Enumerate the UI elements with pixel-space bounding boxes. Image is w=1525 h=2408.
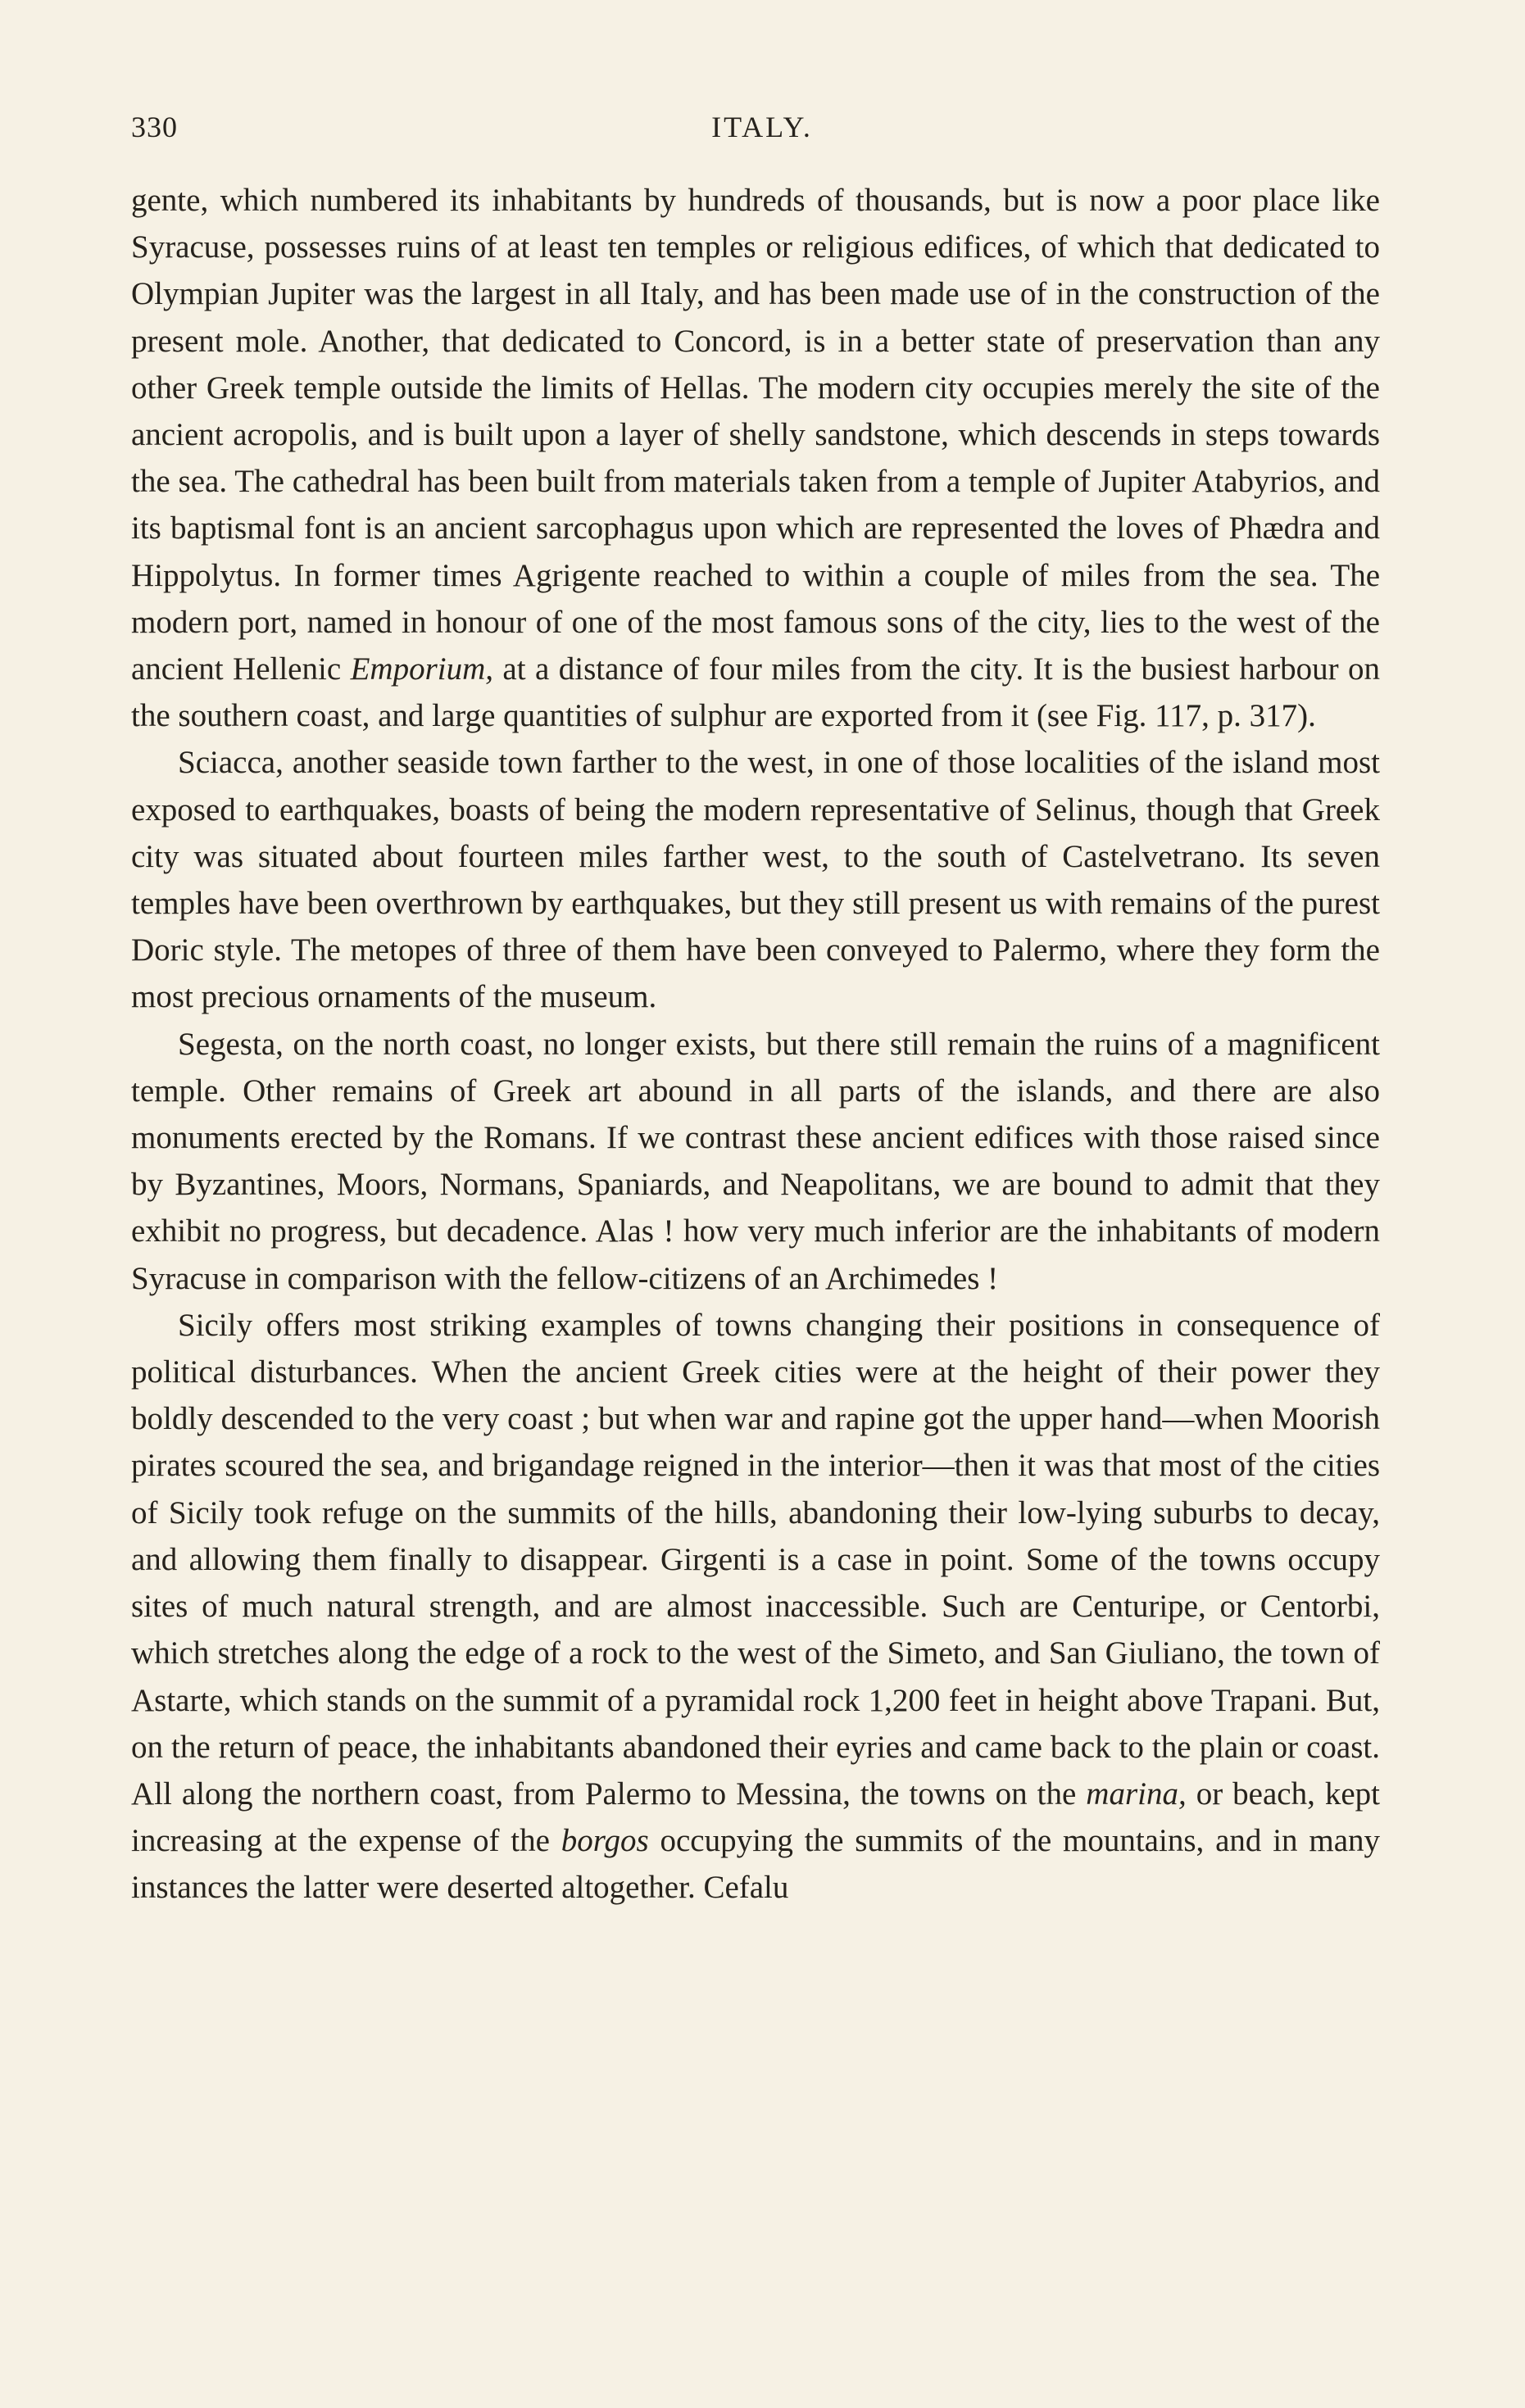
paragraph-agrigente [131, 177, 1380, 739]
page-number: 330 [131, 111, 178, 143]
italic-term-emporium: Emporium, [350, 651, 493, 687]
running-head [131, 110, 1393, 151]
paragraph-sicily-towns [131, 1302, 1380, 1911]
paragraph-text: occupying the summits of the mountains, and in many instances the latter were deserted altogether. Cefalu [131, 1823, 1381, 1906]
italic-term-borgos: borgos [561, 1823, 649, 1859]
paragraph-text: Sicily offers most striking examples of towns changing their positions in consequence of political disturbances. When the ancient Greek cities were at the height of their power they boldly descended to the very coast ; but when war and rapine got the upper hand—when Moorish pirates scoured the sea, and brigandage reigned in the interior—then it was that most of the cities of Sicily took refuge on the summits of the hills, abandoning their low-lying suburbs to decay, and allowing them finally to disappear. Girgenti is a case in point. Some of the towns occupy sites of much natural strength, and are almost inaccessible. Such are Centuripe, or Centorbi, which stretches along the edge of a rock to the west of the Simeto, and San Giuliano, the town of Astarte, which stands on the summit of a pyramidal rock 1,200 feet in height above Trapani. But, on the return of peace, the inhabitants abandoned their eyries and came back to the plain or coast. All along the northern coast, from Palermo to Messina, the towns on the [131, 1307, 1380, 1812]
paragraph-sciacca [131, 739, 1380, 1020]
paragraph-text: at a distance of four miles from the city. It is the busiest harbour on the southern coast, and large quantities of sulphur are exported from it (see Fig. 117, p. 317). [131, 651, 1380, 734]
body-text [131, 177, 1380, 1911]
paragraph-text: or beach, kept increasing at the expense of the [131, 1775, 1380, 1859]
paragraph-text: Segesta, on the north coast, no longer exists, but there still remain the ruins of a magnificent temple. Other remains of Greek art abound in all parts of the islands, and there are also monuments erected by the Romans. If we contrast these ancient edifices with those raised since by Byzantines, Moors, Normans, Spaniards, and Neapolitans, we are bound to admit that they exhibit no progress, but decadence. Alas ! how very much inferior are the inhabitants of modern Syracuse in comparison with the fellow-citizens of an Archimedes ! [131, 1026, 1380, 1296]
paragraph-text: gente, which numbered its inhabitants by hundreds of thousands, but is now a poor place like Syracuse, possesses ruins of at least ten temples or religious edifices, of which that dedicated to Olympian Jupiter was the largest in all Italy, and has been made use of in the construction of the present mole. Another, that dedicated to Concord, is in a better state of preservation than any other Greek temple outside the limits of Hellas. The modern city occupies merely the site of the ancient acropolis, and is built upon a layer of shelly sandstone, which descends in steps towards the sea. The cathedral has been built from materials taken from a temple of Jupiter Atabyrios, and its baptismal font is an ancient sarcophagus upon which are represented the loves of Phædra and Hippolytus. In former times Agrigente reached to within a couple of miles from the sea. The modern port, named in honour of one of the most famous sons of the city, lies to the west of the ancient Hellenic [131, 183, 1380, 687]
running-title: ITALY. [711, 111, 813, 143]
italic-term-marina: marina, [1086, 1775, 1187, 1812]
paragraph-text: Sciacca, another seaside town farther to the west, in one of those localities of the island most exposed to earthquakes, boasts of being the modern representative of Selinus, though that Greek city was situated about fourteen miles farther west, to the south of Castelvetrano. Its seven temples have been overthrown by earthquakes, but they still present us with remains of the purest Doric style. The metopes of three of them have been conveyed to Palermo, where they form the most precious ornaments of the museum. [131, 745, 1380, 1015]
paragraph-segesta [131, 1021, 1380, 1302]
